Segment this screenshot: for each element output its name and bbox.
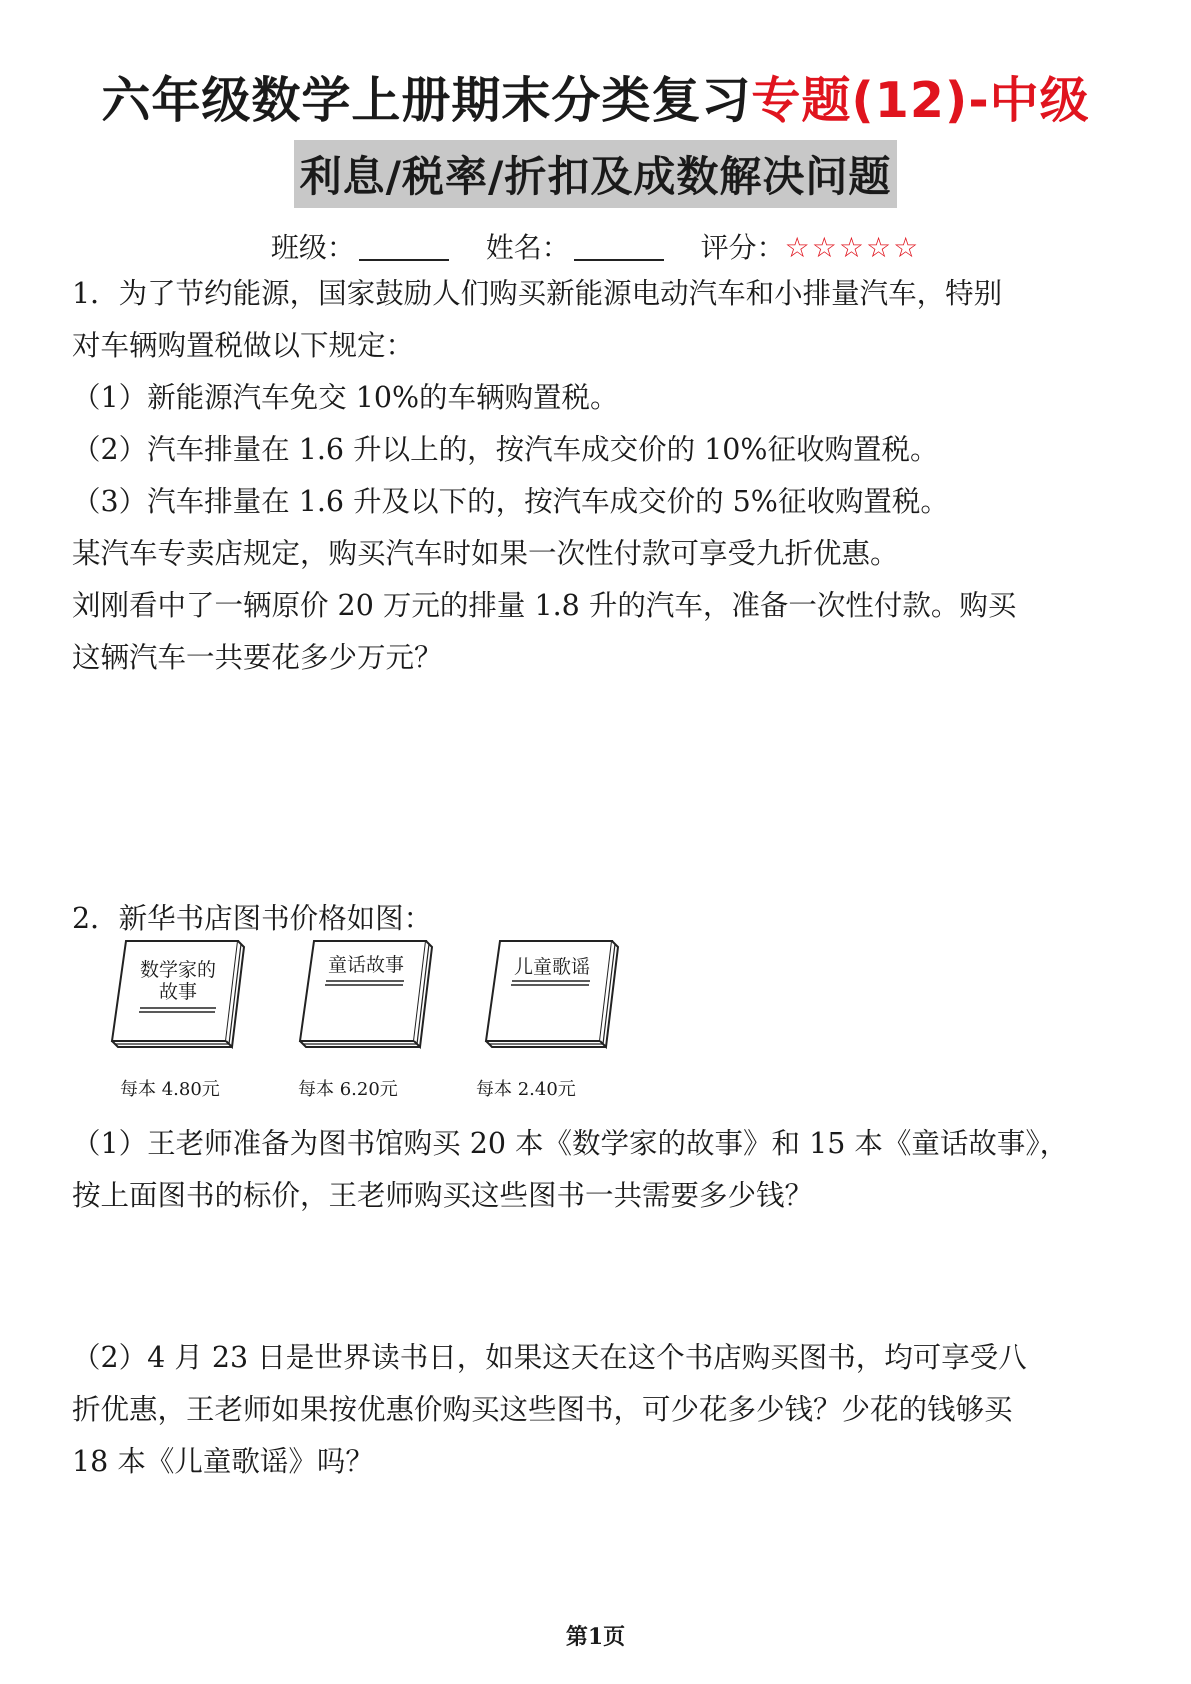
page-number: 第1页 (565, 1624, 626, 1650)
q2-sub1-line-2: 按上面图书的标价，王老师购买这些图书一共需要多少钱？ (72, 1179, 814, 1212)
q2-sub2-line-2: 折优惠，王老师如果按优惠价购买这些图书，可少花多少钱？少花的钱够买 (72, 1393, 1013, 1426)
q2-sub2-line-1: （2）4 月 23 日是世界读书日，如果这天在这个书店购买图书，均可享受八 (72, 1341, 1027, 1374)
name-blank[interactable] (574, 233, 664, 261)
q1-line-1: 1．为了节约能源，国家鼓励人们购买新能源电动汽车和小排量汽车，特别 (72, 277, 1003, 310)
title-topic: 专题(12)-中级 (751, 72, 1090, 129)
book-2-title: 童话故事 (327, 954, 404, 976)
q1-line-2: 对车辆购置税做以下规定： (72, 329, 415, 362)
book-children-songs (472, 937, 622, 1055)
name-label: 姓名： (485, 231, 570, 264)
score-stars: ☆☆☆☆☆ (784, 231, 921, 264)
book-1-title: 数学家的 故事 (139, 959, 216, 1003)
q1-rule-1: （1）新能源汽车免交 10%的车辆购置税。 (72, 381, 619, 414)
book-fairy-tales (286, 937, 436, 1055)
book-math-stories (98, 937, 248, 1055)
q1-line-5: 这辆汽车一共要花多少万元？ (72, 641, 443, 674)
book-3-title: 儿童歌谣 (513, 956, 590, 978)
worksheet-subtitle: 利息/税率/折扣及成数解决问题 (294, 140, 898, 208)
book-icon (472, 937, 622, 1055)
student-info-row (0, 226, 1191, 266)
q1-rule-3: （3）汽车排量在 1.6 升及以下的，按汽车成交价的 5%征收购置税。 (72, 485, 949, 518)
title-main: 六年级数学上册期末分类复习 (101, 72, 752, 129)
q1-line-3: 某汽车专卖店规定，购买汽车时如果一次性付款可享受九折优惠。 (72, 537, 899, 570)
q2-sub1-line-1: （1）王老师准备为图书馆购买 20 本《数学家的故事》和 15 本《童话故事》， (72, 1127, 1069, 1160)
score-field (701, 231, 921, 264)
q1-rule-2: （2）汽车排量在 1.6 升以上的，按汽车成交价的 10%征收购置税。 (72, 433, 939, 466)
subtitle-container (0, 140, 1191, 208)
worksheet-title (0, 62, 1191, 132)
class-label: 班级： (270, 231, 355, 264)
book-3-price: 每本 2.40元 (476, 1079, 576, 1100)
score-label: 评分： (700, 231, 785, 264)
q1-line-4: 刘刚看中了一辆原价 20 万元的排量 1.8 升的汽车，准备一次性付款。购买 (72, 589, 1017, 622)
class-blank[interactable] (359, 233, 449, 261)
class-field (271, 231, 458, 264)
q2-intro: 2．新华书店图书价格如图： (72, 902, 433, 935)
name-field (486, 231, 673, 264)
book-2-price: 每本 6.20元 (298, 1079, 398, 1100)
q2-sub2-line-3: 18 本《儿童歌谣》吗？ (72, 1445, 374, 1478)
book-1-price: 每本 4.80元 (120, 1079, 220, 1100)
